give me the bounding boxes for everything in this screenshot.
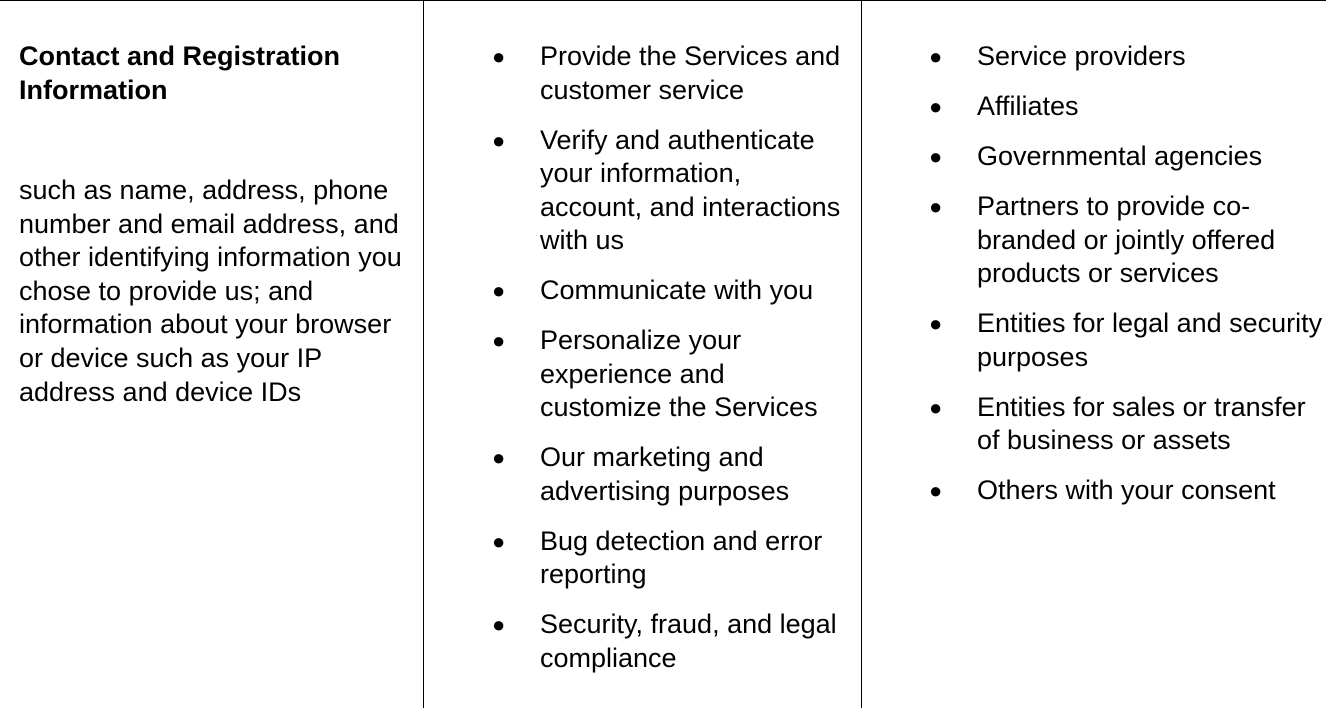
bullet-icon: ● — [929, 194, 943, 219]
bullet-icon: ● — [492, 328, 506, 353]
bullet-icon: ● — [929, 394, 943, 420]
purpose-item-label: Verify and authenticate your information, account, and interactions with us — [540, 124, 841, 255]
purpose-item-label: Security, fraud, and legal compliance — [540, 609, 837, 673]
recipient-item — [929, 90, 1324, 124]
recipients-column — [861, 1, 1326, 708]
recipient-item-label: Governmental agencies — [977, 141, 1263, 171]
purpose-item — [492, 324, 847, 425]
recipient-item — [929, 40, 1324, 74]
purpose-item-label: Bug detection and error reporting — [540, 525, 823, 589]
bullet-icon: ● — [492, 278, 506, 303]
category-description: such as name, address, phone number and email address, and other identifying information you chose to provide us; and information about your browser or device such as your IP address and device IDs — [19, 175, 402, 407]
purposes-column — [423, 1, 861, 708]
bullet-icon: ● — [929, 311, 943, 336]
bullet-icon: ● — [929, 144, 943, 169]
recipient-item — [929, 307, 1324, 374]
bullet-icon: ● — [492, 44, 506, 69]
purpose-item — [492, 40, 847, 107]
purpose-item — [492, 608, 847, 675]
bullet-icon: ● — [492, 127, 506, 153]
recipient-item-label: Partners to provide co-branded or jointly offered products or services — [977, 191, 1276, 288]
recipient-item-label: Entities for sales or transfer of business or assets — [977, 391, 1306, 455]
purpose-item — [492, 441, 847, 508]
recipients-list — [929, 40, 1324, 524]
purpose-item — [492, 274, 847, 308]
recipient-item — [929, 474, 1324, 508]
bullet-icon: ● — [929, 478, 943, 503]
purpose-item-label: Provide the Services and customer service — [540, 41, 841, 105]
purposes-list — [492, 40, 847, 692]
purpose-item-label: Personalize your experience and customize the Services — [540, 325, 818, 422]
purpose-item-label: Our marketing and advertising purposes — [540, 442, 790, 506]
recipient-item — [929, 190, 1324, 291]
bullet-icon: ● — [492, 612, 506, 637]
purpose-item — [492, 124, 847, 258]
recipient-item-label: Affiliates — [977, 91, 1079, 121]
recipient-item — [929, 140, 1324, 174]
purpose-item — [492, 525, 847, 592]
category-title: Contact and Registration Information — [19, 41, 341, 105]
category-column — [0, 1, 423, 708]
bullet-icon: ● — [929, 44, 943, 69]
recipient-item — [929, 391, 1324, 458]
recipient-item-label: Entities for legal and security purposes — [977, 308, 1323, 372]
bullet-icon: ● — [492, 528, 506, 554]
purpose-item-label: Communicate with you — [540, 275, 814, 305]
bullet-icon: ● — [929, 94, 943, 119]
bullet-icon: ● — [492, 445, 506, 470]
recipient-item-label: Others with your consent — [977, 475, 1276, 505]
recipient-item-label: Service providers — [977, 41, 1186, 71]
